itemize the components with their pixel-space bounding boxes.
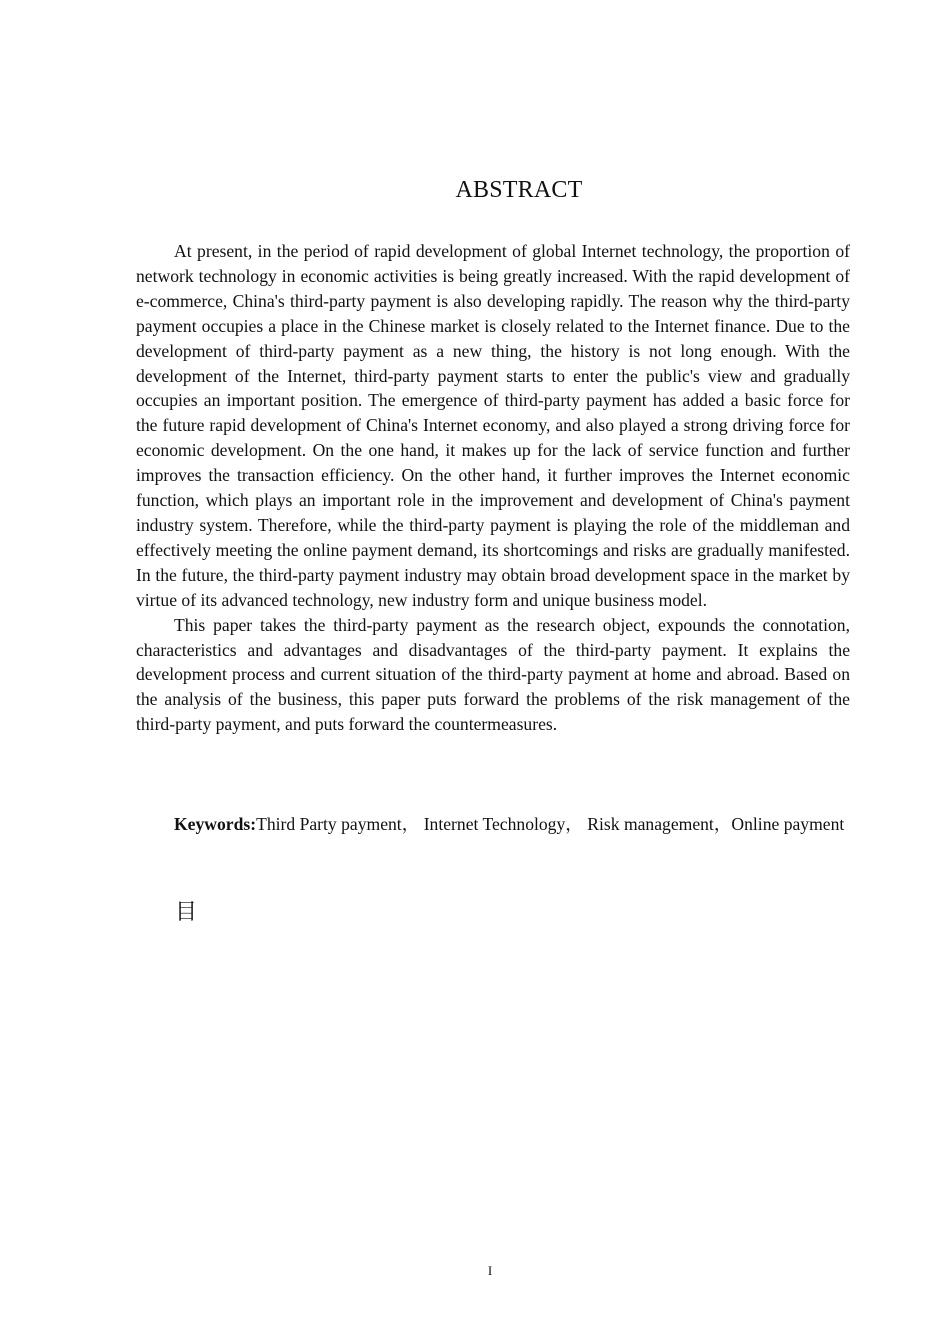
abstract-title: ABSTRACT: [455, 177, 583, 203]
page-number: I: [487, 1263, 493, 1278]
keywords-label: Keywords:: [174, 814, 257, 834]
abstract-body: [136, 239, 850, 737]
keywords-line: [136, 812, 850, 837]
abstract-paragraph-1: At present, in the period of rapid development of global Internet technology, the proportion of network technology in economic activities is being greatly increased. With the rapid development of e-commerce, China's third-party payment is also developing rapidly. The reason why the third-party payment occupies a place in the Chinese market is closely related to the Internet finance. Due to the development of third-party payment as a new thing, the history is not long enough. With the development of the Internet, third-party payment starts to enter the public's view and gradually occupies an important position. The emergence of third-party payment has added a basic force for the future rapid development of China's Internet economy, and also played a strong driving force for economic development. On the one hand, it makes up for the lack of service function and further improves the transaction efficiency. On the other hand, it further improves the Internet economic function, which plays an important role in the improvement and development of China's payment industry system. Therefore, while the third-party payment is playing the role of the middleman and effectively meeting the online payment demand, its shortcomings and risks are gradually manifested. In the future, the third-party payment industry may obtain broad development space in the market by virtue of its advanced technology, new industry form and unique business model.: [136, 241, 850, 610]
abstract-paragraph-2: This paper takes the third-party payment as the research object, expounds the connotation, characteristics and advantages and disadvantages of the third-party payment. It explains the development process and current situation of the third-party payment at home and abroad. Based on the analysis of the business, this paper puts forward the problems of the risk management of the third-party payment, and puts forward the countermeasures.: [136, 614, 850, 735]
toc-heading: 目: [175, 900, 198, 925]
keywords-text: Third Party payment， Internet Technology， Risk management，Online payment: [256, 814, 845, 834]
